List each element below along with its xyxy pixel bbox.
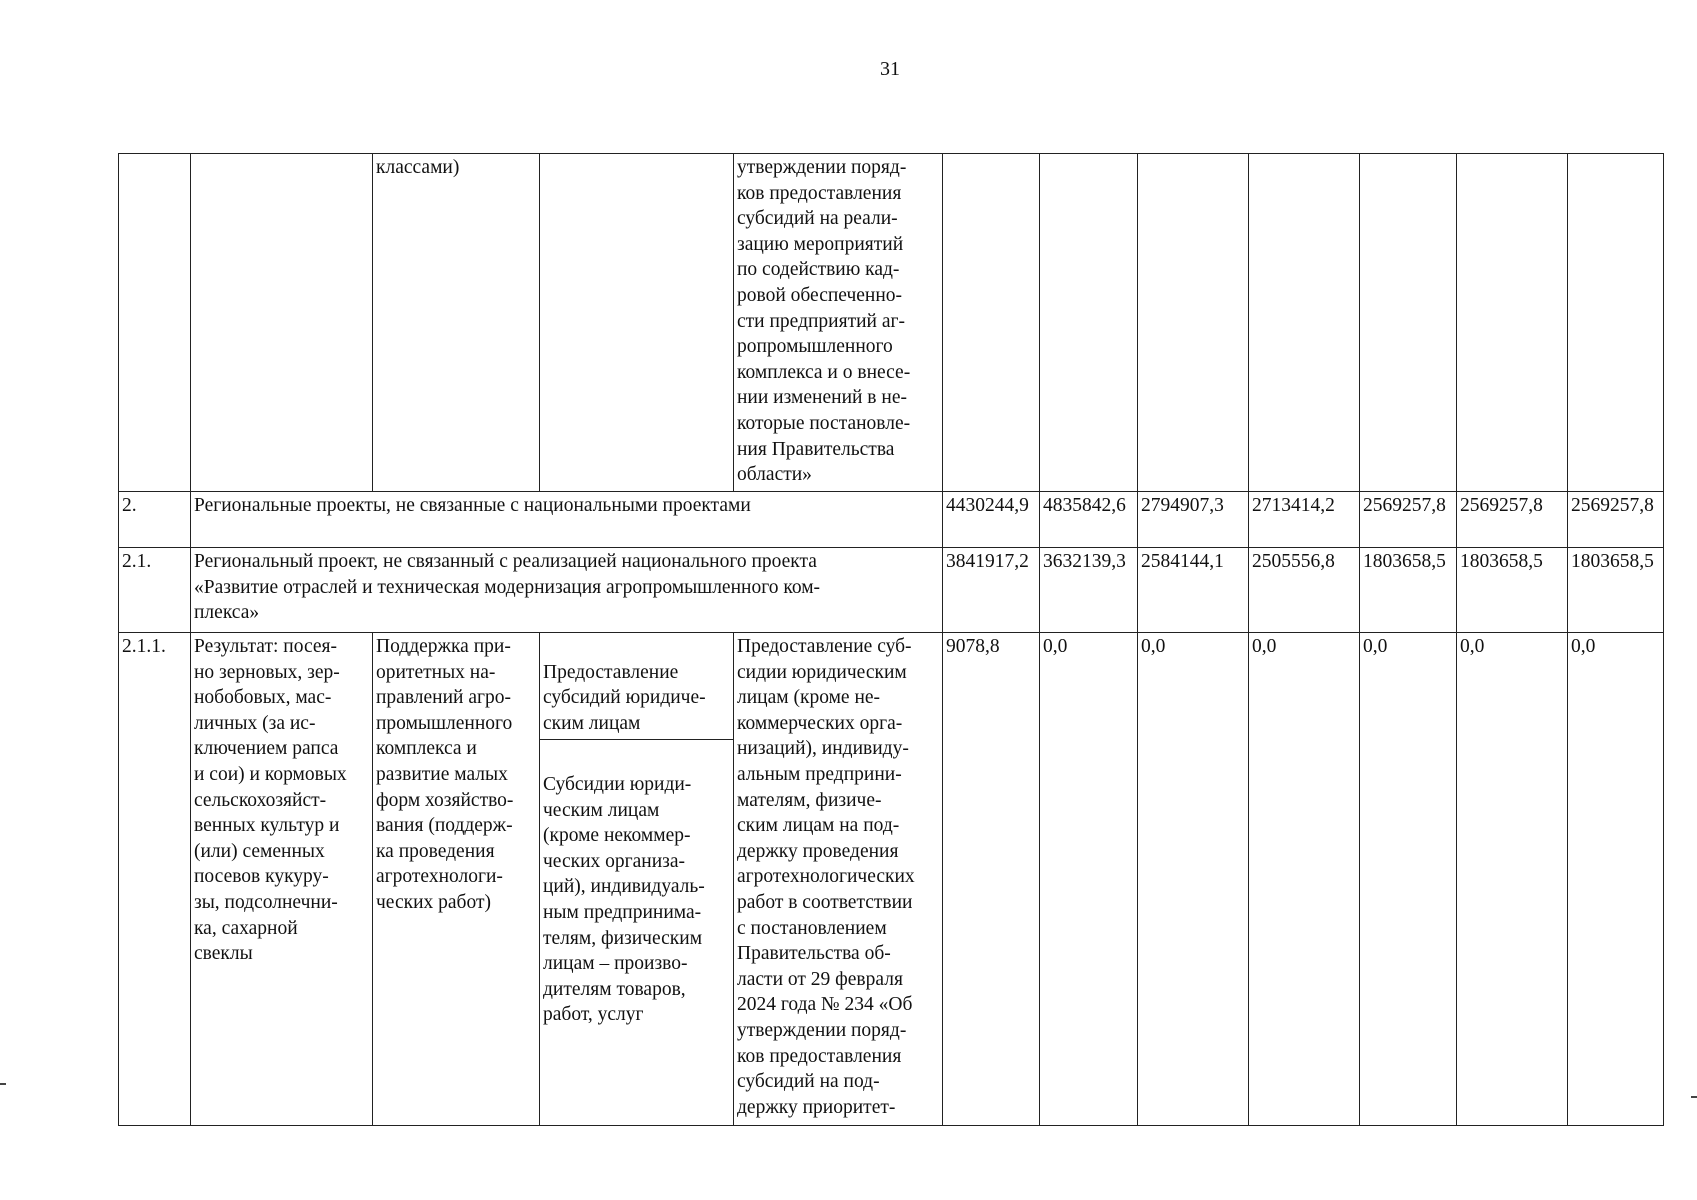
value-cell: 0,0	[1249, 633, 1360, 1126]
value-cell: 4430244,9	[943, 492, 1040, 548]
cell-direction: классами)	[373, 154, 540, 492]
cell-value	[1457, 154, 1568, 492]
table-row-2-1	[119, 548, 1664, 633]
value-cell: 2569257,8	[1360, 492, 1457, 548]
cell-result: Результат: посея- но зерновых, зер- нобобовых, мас- личных (за ис- ключением рапса и сои) и кормовых сельскохозяйст- венных культур и (или) семенных посевов кукуру- зы, подсолнечни- ка, сахарной свеклы	[191, 633, 373, 1126]
value-cell: 1803658,5	[1360, 548, 1457, 633]
value-cell: 9078,8	[943, 633, 1040, 1126]
value-cell: 2713414,2	[1249, 492, 1360, 548]
value-cell: 2794907,3	[1138, 492, 1249, 548]
measure-description: Субсидии юриди- ческим лицам (кроме некоммер- ческих организа- ций), индивидуаль- ным предпринима- телям, физическим лицам – произво- дителям товаров, работ, услуг	[543, 773, 705, 1026]
cell-value	[1040, 154, 1138, 492]
cell-value	[943, 154, 1040, 492]
cell-value	[1249, 154, 1360, 492]
cell-measure	[540, 154, 734, 492]
page-number: 31	[880, 58, 900, 80]
cell-result	[191, 154, 373, 492]
scan-edge-mark-right	[1691, 1096, 1697, 1098]
cell-direction: Поддержка при- оритетных на- правлений агро- промышленного комплекса и развитие малых форм хозяйство- вания (поддерж- ка проведения агротехнологи- ческих работ)	[373, 633, 540, 1126]
cell-measure	[540, 633, 734, 1126]
value-cell: 3632139,3	[1040, 548, 1138, 633]
value-cell: 1803658,5	[1568, 548, 1664, 633]
value-cell: 0,0	[1457, 633, 1568, 1126]
value-cell: 2584144,1	[1138, 548, 1249, 633]
row-number: 2.1.	[119, 548, 191, 633]
value-cell: 0,0	[1138, 633, 1249, 1126]
table-row-continuation	[119, 154, 1664, 492]
value-cell: 2505556,8	[1249, 548, 1360, 633]
cell-value	[1360, 154, 1457, 492]
value-cell: 2569257,8	[1568, 492, 1664, 548]
cell-value	[1568, 154, 1664, 492]
table-row-2	[119, 492, 1664, 548]
value-cell: 2569257,8	[1457, 492, 1568, 548]
row-number: 2.1.1.	[119, 633, 191, 1126]
table-row-2-1-1	[119, 633, 1664, 1126]
value-cell: 0,0	[1568, 633, 1664, 1126]
cell-num	[119, 154, 191, 492]
row-number: 2.	[119, 492, 191, 548]
value-cell: 0,0	[1360, 633, 1457, 1126]
cell-basis: утверждении поряд- ков предоставления субсидий на реали- зацию мероприятий по содействию кад- ровой обеспеченно- сти предприятий аг- ропромышленного комплекса и о внесе- нии изменений в не- которые постановле- ния Правительства области»	[734, 154, 943, 492]
scan-edge-mark-left	[0, 1083, 6, 1085]
row-title: Региональный проект, не связанный с реализацией национального проекта «Развитие отраслей и техническая модернизация агропромышленного ком- плекса»	[191, 548, 943, 633]
row-title: Региональные проекты, не связанные с национальными проектами	[191, 492, 943, 548]
cell-basis: Предоставление суб- сидии юридическим лицам (кроме не- коммерческих орга- низаций), индивиду- альным предприни- мателям, физиче- ским лицам на под- держку проведения агротехнологических работ в соответствии с постановлением Правительства об- ласти от 29 февраля 2024 года № 234 «Об утверждении поряд- ков предоставления субсидий на под- держку приоритет-	[734, 633, 943, 1126]
value-cell: 0,0	[1040, 633, 1138, 1126]
measure-title: Предоставление субсидий юридиче- ским лицам	[540, 660, 733, 741]
value-cell: 1803658,5	[1457, 548, 1568, 633]
program-table	[118, 153, 1664, 1126]
value-cell: 4835842,6	[1040, 492, 1138, 548]
cell-value	[1138, 154, 1249, 492]
value-cell: 3841917,2	[943, 548, 1040, 633]
